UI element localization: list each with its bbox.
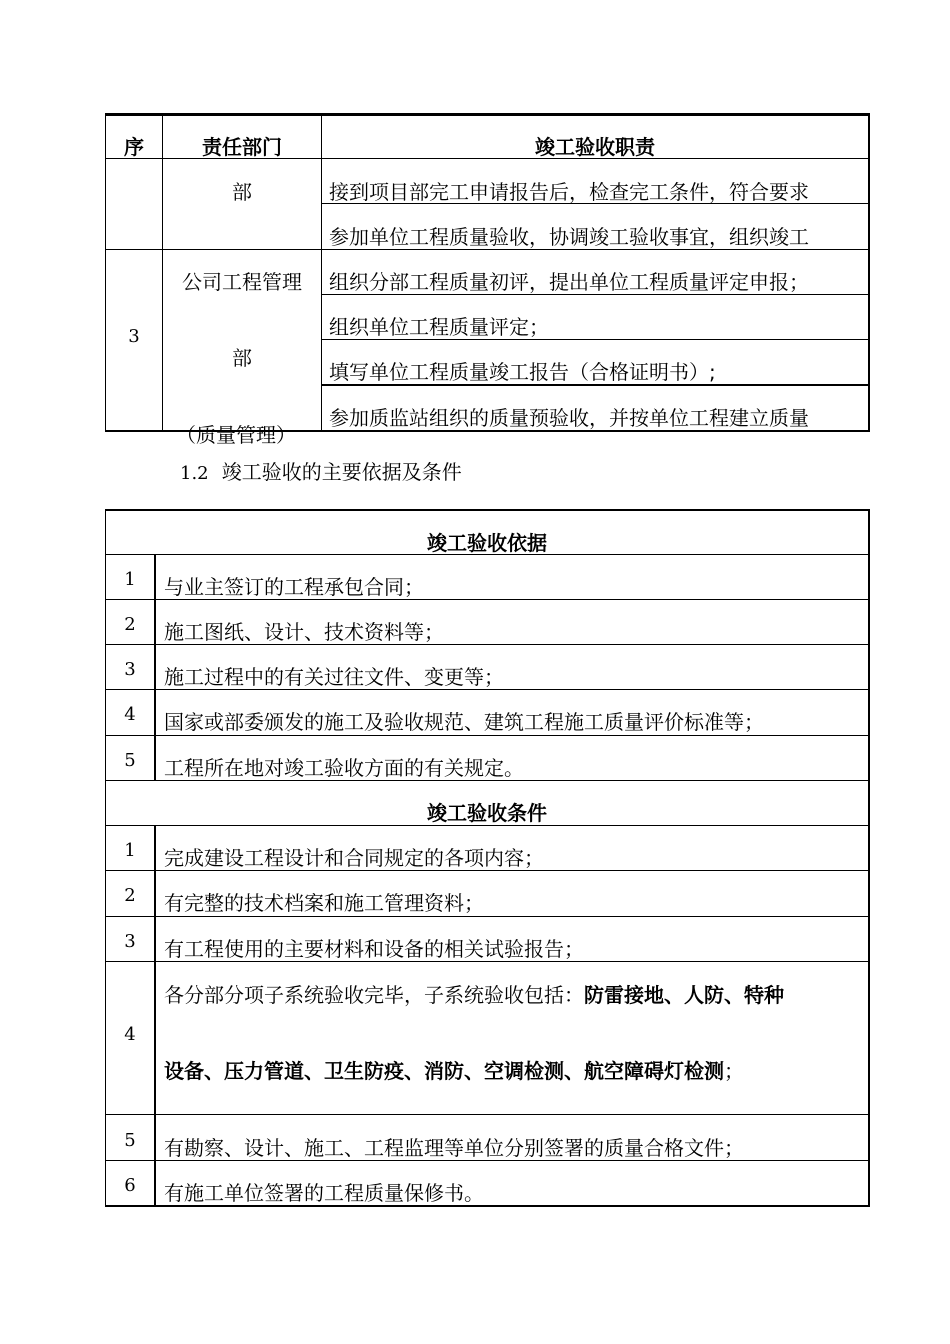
table2-row-line — [105, 825, 870, 826]
condition-num-5: 5 — [124, 1130, 136, 1151]
table1-block-divider — [105, 249, 870, 250]
condition-text-1: 完成建设工程设计和合同规定的各项内容； — [164, 846, 544, 870]
block2-duty-2: 组织单位工程质量评定； — [329, 315, 549, 339]
condition-text-3: 有工程使用的主要材料和设备的相关试验报告； — [164, 937, 584, 961]
condition-text-6: 有施工单位签署的工程质量保修书。 — [164, 1181, 484, 1205]
header-dept: 责任部门 — [202, 135, 282, 159]
basis-header: 竣工验收依据 — [427, 531, 547, 555]
table2-bottom-border — [105, 1205, 870, 1207]
conditions-header: 竣工验收条件 — [427, 801, 547, 825]
condition-num-6: 6 — [124, 1175, 136, 1196]
table2-row-line — [105, 916, 870, 917]
table2-right-border — [868, 509, 870, 1207]
table2-row-line — [105, 644, 870, 645]
header-duty: 竣工验收职责 — [535, 135, 655, 159]
basis-text-1: 与业主签订的工程承包合同； — [164, 575, 424, 599]
block2-duty-1: 组织分部工程质量初评，提出单位工程质量评定申报； — [329, 270, 809, 294]
condition-text-5: 有勘察、设计、施工、工程监理等单位分别签署的质量合格文件； — [164, 1136, 744, 1160]
condition-text-4-line1 — [164, 983, 784, 1007]
table1-left-border — [105, 113, 106, 432]
table2-row-line — [105, 689, 870, 690]
basis-num-1: 1 — [124, 569, 136, 590]
basis-text-3: 施工过程中的有关过往文件、变更等； — [164, 665, 504, 689]
basis-text-5: 工程所在地对竣工验收方面的有关规定。 — [164, 756, 524, 780]
table2-row-line — [105, 599, 870, 600]
table1-row-line — [321, 339, 870, 340]
block2-seq: 3 — [128, 326, 140, 347]
condition-num-2: 2 — [124, 885, 136, 906]
table1-row-line — [321, 384, 870, 386]
section-title: 竣工验收的主要依据及条件 — [221, 460, 462, 484]
condition-num-3: 3 — [124, 931, 136, 952]
block2-dept-line2: 部 — [232, 346, 252, 370]
condition-4-plain-2: ； — [724, 1059, 744, 1083]
block2-dept-line3: （质量管理） — [176, 423, 296, 447]
block2-duty-4: 参加质监站组织的质量预验收，并按单位工程建立质量 — [329, 406, 809, 430]
condition-text-4-line2 — [164, 1059, 744, 1083]
table2-row-line — [105, 780, 870, 781]
basis-num-5: 5 — [124, 750, 136, 771]
block2-dept-line1: 公司工程管理 — [182, 270, 302, 294]
block1-duty-1: 接到项目部完工申请报告后，检查完工条件，符合要求 — [329, 180, 809, 204]
table1-col-divider — [321, 113, 322, 432]
table2-row-line — [105, 961, 870, 962]
basis-num-3: 3 — [124, 659, 136, 680]
table2-row-line — [105, 1114, 870, 1115]
block1-dept: 部 — [232, 180, 252, 204]
header-seq: 序 — [124, 135, 144, 159]
condition-text-2: 有完整的技术档案和施工管理资料； — [164, 891, 484, 915]
condition-num-4: 4 — [124, 1024, 136, 1045]
basis-text-2: 施工图纸、设计、技术资料等； — [164, 620, 444, 644]
table1-row-line — [321, 294, 870, 295]
table2-num-divider-conditions — [154, 825, 156, 1207]
condition-4-bold-2: 设备、压力管道、卫生防疫、消防、空调检测、航空障碍灯检测 — [164, 1059, 724, 1083]
condition-4-plain-1: 各分部分项子系统验收完毕，子系统验收包括： — [164, 983, 584, 1007]
basis-text-4: 国家或部委颁发的施工及验收规范、建筑工程施工质量评价标准等； — [164, 710, 764, 734]
block1-duty-2: 参加单位工程质量验收，协调竣工验收事宜，组织竣工 — [329, 225, 809, 249]
table1-right-border — [868, 113, 870, 432]
table2-top-border — [105, 509, 870, 511]
table2-row-line — [105, 1160, 870, 1161]
table2-num-divider-basis — [154, 554, 156, 780]
basis-num-2: 2 — [124, 614, 136, 635]
section-heading — [180, 456, 462, 485]
condition-num-1: 1 — [124, 840, 136, 861]
block2-duty-3: 填写单位工程质量竣工报告（合格证明书）; — [329, 360, 716, 384]
table2-row-line — [105, 870, 870, 871]
condition-4-bold-1: 防雷接地、人防、特种 — [584, 983, 784, 1007]
table2-row-line — [105, 735, 870, 736]
section-number: 1.2 — [180, 463, 209, 484]
basis-num-4: 4 — [124, 704, 136, 725]
table1-top-border — [105, 113, 870, 116]
